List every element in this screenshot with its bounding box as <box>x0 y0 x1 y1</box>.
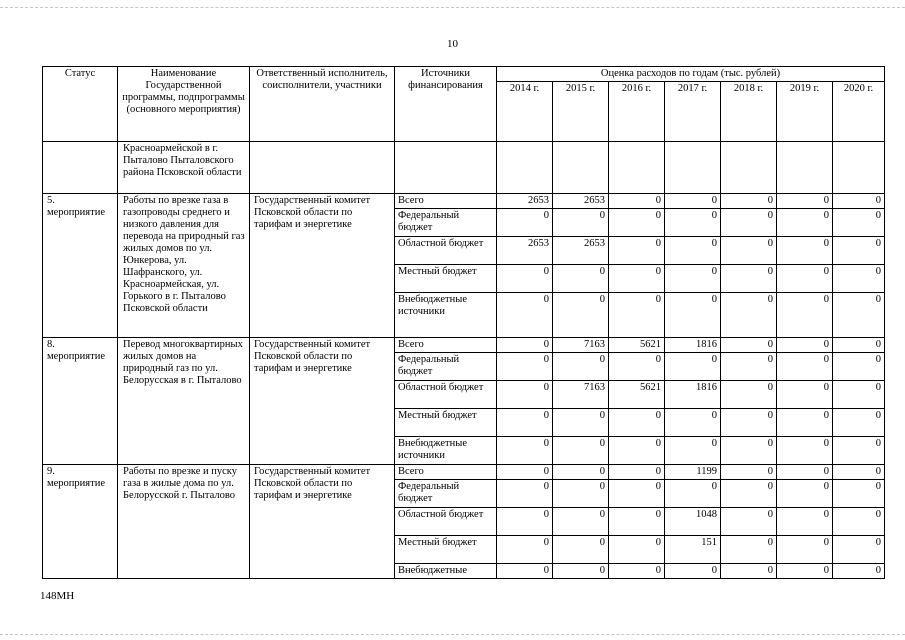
amount-cell: 0 <box>553 409 609 437</box>
amount-cell: 0 <box>721 465 777 480</box>
amount-cell: 0 <box>721 209 777 237</box>
program-name-cell: Перевод многоквартирных жилых домов на природный газ по ул. Белорусская в г. Пыталово <box>118 338 250 465</box>
amount-cell: 1816 <box>665 381 721 409</box>
amount-cell: 0 <box>609 536 665 564</box>
amount-cell: 0 <box>665 237 721 265</box>
funding-source-cell: Внебюджетные источники <box>395 293 497 338</box>
amount-cell: 0 <box>833 265 885 293</box>
amount-cell: 0 <box>665 564 721 579</box>
continuation-value-cell <box>665 142 721 194</box>
amount-cell: 0 <box>553 564 609 579</box>
amount-cell: 0 <box>553 508 609 536</box>
amount-cell: 0 <box>833 437 885 465</box>
continuation-text: Красноармейской в г. Пыталово Пыталовского района Псковской области <box>118 142 250 194</box>
amount-cell: 0 <box>553 209 609 237</box>
continuation-row <box>43 142 885 194</box>
continuation-status-cell <box>43 142 118 194</box>
amount-cell: 0 <box>833 209 885 237</box>
status-cell: 8. мероприятие <box>43 338 118 465</box>
amount-cell: 0 <box>721 293 777 338</box>
table-body <box>43 67 885 579</box>
header-executor: Ответственный исполнитель, соисполнители, участники <box>250 67 395 142</box>
amount-cell: 0 <box>497 465 553 480</box>
table-row <box>43 465 885 480</box>
amount-cell: 0 <box>497 381 553 409</box>
amount-cell: 7163 <box>553 381 609 409</box>
funding-source-cell: Внебюджетные <box>395 564 497 579</box>
funding-source-cell: Местный бюджет <box>395 265 497 293</box>
amount-cell: 0 <box>665 209 721 237</box>
amount-cell: 0 <box>665 409 721 437</box>
amount-cell: 0 <box>497 265 553 293</box>
amount-cell: 0 <box>777 194 833 209</box>
header-year: 2018 г. <box>721 82 777 142</box>
amount-cell: 0 <box>609 194 665 209</box>
amount-cell: 0 <box>721 353 777 381</box>
amount-cell: 0 <box>833 564 885 579</box>
amount-cell: 0 <box>609 237 665 265</box>
header-year: 2016 г. <box>609 82 665 142</box>
page-number: 10 <box>447 38 458 50</box>
amount-cell: 0 <box>553 465 609 480</box>
amount-cell: 0 <box>721 536 777 564</box>
amount-cell: 0 <box>777 293 833 338</box>
amount-cell: 0 <box>833 194 885 209</box>
amount-cell: 0 <box>777 353 833 381</box>
amount-cell: 0 <box>609 480 665 508</box>
table-row <box>43 338 885 353</box>
header-year: 2014 г. <box>497 82 553 142</box>
amount-cell: 0 <box>609 209 665 237</box>
amount-cell: 0 <box>497 209 553 237</box>
status-cell: 5. мероприятие <box>43 194 118 338</box>
amount-cell: 0 <box>609 437 665 465</box>
amount-cell: 2653 <box>497 237 553 265</box>
amount-cell: 0 <box>721 508 777 536</box>
amount-cell: 7163 <box>553 338 609 353</box>
amount-cell: 0 <box>497 338 553 353</box>
funding-source-cell: Внебюджетные источники <box>395 437 497 465</box>
continuation-source-cell <box>395 142 497 194</box>
amount-cell: 0 <box>497 564 553 579</box>
budget-table <box>42 66 885 579</box>
amount-cell: 0 <box>777 465 833 480</box>
header-status: Статус <box>43 67 118 142</box>
funding-source-cell: Федеральный бюджет <box>395 353 497 381</box>
funding-source-cell: Федеральный бюджет <box>395 209 497 237</box>
amount-cell: 0 <box>609 293 665 338</box>
executor-cell: Государственный комитет Псковской области по тарифам и энергетике <box>250 465 395 579</box>
header-year: 2019 г. <box>777 82 833 142</box>
header-year: 2020 г. <box>833 82 885 142</box>
continuation-value-cell <box>777 142 833 194</box>
amount-cell: 0 <box>609 508 665 536</box>
amount-cell: 0 <box>497 353 553 381</box>
amount-cell: 5621 <box>609 338 665 353</box>
amount-cell: 0 <box>777 480 833 508</box>
amount-cell: 0 <box>665 353 721 381</box>
header-row-1 <box>43 67 885 82</box>
amount-cell: 0 <box>777 409 833 437</box>
amount-cell: 0 <box>833 381 885 409</box>
amount-cell: 0 <box>833 536 885 564</box>
header-estimate: Оценка расходов по годам (тыс. рублей) <box>497 67 885 82</box>
scan-edge-top <box>0 7 905 9</box>
amount-cell: 0 <box>777 508 833 536</box>
amount-cell: 0 <box>553 265 609 293</box>
continuation-executor-cell <box>250 142 395 194</box>
continuation-value-cell <box>553 142 609 194</box>
amount-cell: 0 <box>553 293 609 338</box>
funding-source-cell: Всего <box>395 465 497 480</box>
amount-cell: 0 <box>777 381 833 409</box>
amount-cell: 2653 <box>553 237 609 265</box>
funding-source-cell: Областной бюджет <box>395 381 497 409</box>
amount-cell: 0 <box>665 293 721 338</box>
funding-source-cell: Федеральный бюджет <box>395 480 497 508</box>
amount-cell: 0 <box>721 338 777 353</box>
amount-cell: 1199 <box>665 465 721 480</box>
amount-cell: 0 <box>553 480 609 508</box>
amount-cell: 5621 <box>609 381 665 409</box>
program-name-cell: Работы по врезке и пуску газа в жилые дома по ул. Белорусской г. Пыталово <box>118 465 250 579</box>
continuation-value-cell <box>721 142 777 194</box>
funding-source-cell: Местный бюджет <box>395 536 497 564</box>
executor-cell: Государственный комитет Псковской области по тарифам и энергетике <box>250 338 395 465</box>
continuation-value-cell <box>609 142 665 194</box>
amount-cell: 0 <box>777 237 833 265</box>
amount-cell: 0 <box>833 480 885 508</box>
amount-cell: 0 <box>833 237 885 265</box>
continuation-value-cell <box>497 142 553 194</box>
footer-code: 148МН <box>40 590 75 602</box>
amount-cell: 0 <box>721 237 777 265</box>
amount-cell: 0 <box>553 353 609 381</box>
amount-cell: 0 <box>553 536 609 564</box>
amount-cell: 0 <box>777 536 833 564</box>
amount-cell: 0 <box>497 480 553 508</box>
amount-cell: 0 <box>665 480 721 508</box>
amount-cell: 0 <box>721 480 777 508</box>
amount-cell: 0 <box>777 437 833 465</box>
amount-cell: 0 <box>609 265 665 293</box>
amount-cell: 0 <box>721 265 777 293</box>
amount-cell: 0 <box>833 409 885 437</box>
program-name-cell: Работы по врезке газа в газопроводы среднего и низкого давления для перевода на природный газ жилых домов по ул. Юнкерова, ул. Шафранского, ул. Красноармейская, ул. Горького в г. Пыталово Псковской области <box>118 194 250 338</box>
amount-cell: 0 <box>497 536 553 564</box>
amount-cell: 0 <box>609 465 665 480</box>
header-year: 2015 г. <box>553 82 609 142</box>
amount-cell: 0 <box>833 508 885 536</box>
amount-cell: 0 <box>497 437 553 465</box>
amount-cell: 1816 <box>665 338 721 353</box>
amount-cell: 0 <box>609 353 665 381</box>
amount-cell: 0 <box>497 508 553 536</box>
amount-cell: 0 <box>833 465 885 480</box>
continuation-value-cell <box>833 142 885 194</box>
amount-cell: 0 <box>553 437 609 465</box>
scan-edge-bottom <box>0 634 905 636</box>
amount-cell: 2653 <box>497 194 553 209</box>
amount-cell: 0 <box>665 437 721 465</box>
amount-cell: 2653 <box>553 194 609 209</box>
funding-source-cell: Областной бюджет <box>395 237 497 265</box>
amount-cell: 0 <box>721 564 777 579</box>
funding-source-cell: Местный бюджет <box>395 409 497 437</box>
header-sources: Источники финансирования <box>395 67 497 142</box>
amount-cell: 0 <box>721 381 777 409</box>
amount-cell: 0 <box>777 564 833 579</box>
header-year: 2017 г. <box>665 82 721 142</box>
amount-cell: 0 <box>665 265 721 293</box>
amount-cell: 151 <box>665 536 721 564</box>
header-program-name: Наименование Государственной программы, подпрограммы (основного мероприятия) <box>118 67 250 142</box>
funding-source-cell: Областной бюджет <box>395 508 497 536</box>
amount-cell: 0 <box>833 353 885 381</box>
amount-cell: 0 <box>665 194 721 209</box>
table-row <box>43 194 885 209</box>
amount-cell: 0 <box>721 409 777 437</box>
amount-cell: 0 <box>721 194 777 209</box>
amount-cell: 0 <box>721 437 777 465</box>
amount-cell: 0 <box>497 293 553 338</box>
amount-cell: 0 <box>833 293 885 338</box>
amount-cell: 1048 <box>665 508 721 536</box>
amount-cell: 0 <box>833 338 885 353</box>
executor-cell: Государственный комитет Псковской области по тарифам и энергетике <box>250 194 395 338</box>
funding-source-cell: Всего <box>395 338 497 353</box>
status-cell: 9. мероприятие <box>43 465 118 579</box>
amount-cell: 0 <box>497 409 553 437</box>
amount-cell: 0 <box>609 564 665 579</box>
funding-source-cell: Всего <box>395 194 497 209</box>
amount-cell: 0 <box>609 409 665 437</box>
amount-cell: 0 <box>777 338 833 353</box>
amount-cell: 0 <box>777 265 833 293</box>
amount-cell: 0 <box>777 209 833 237</box>
